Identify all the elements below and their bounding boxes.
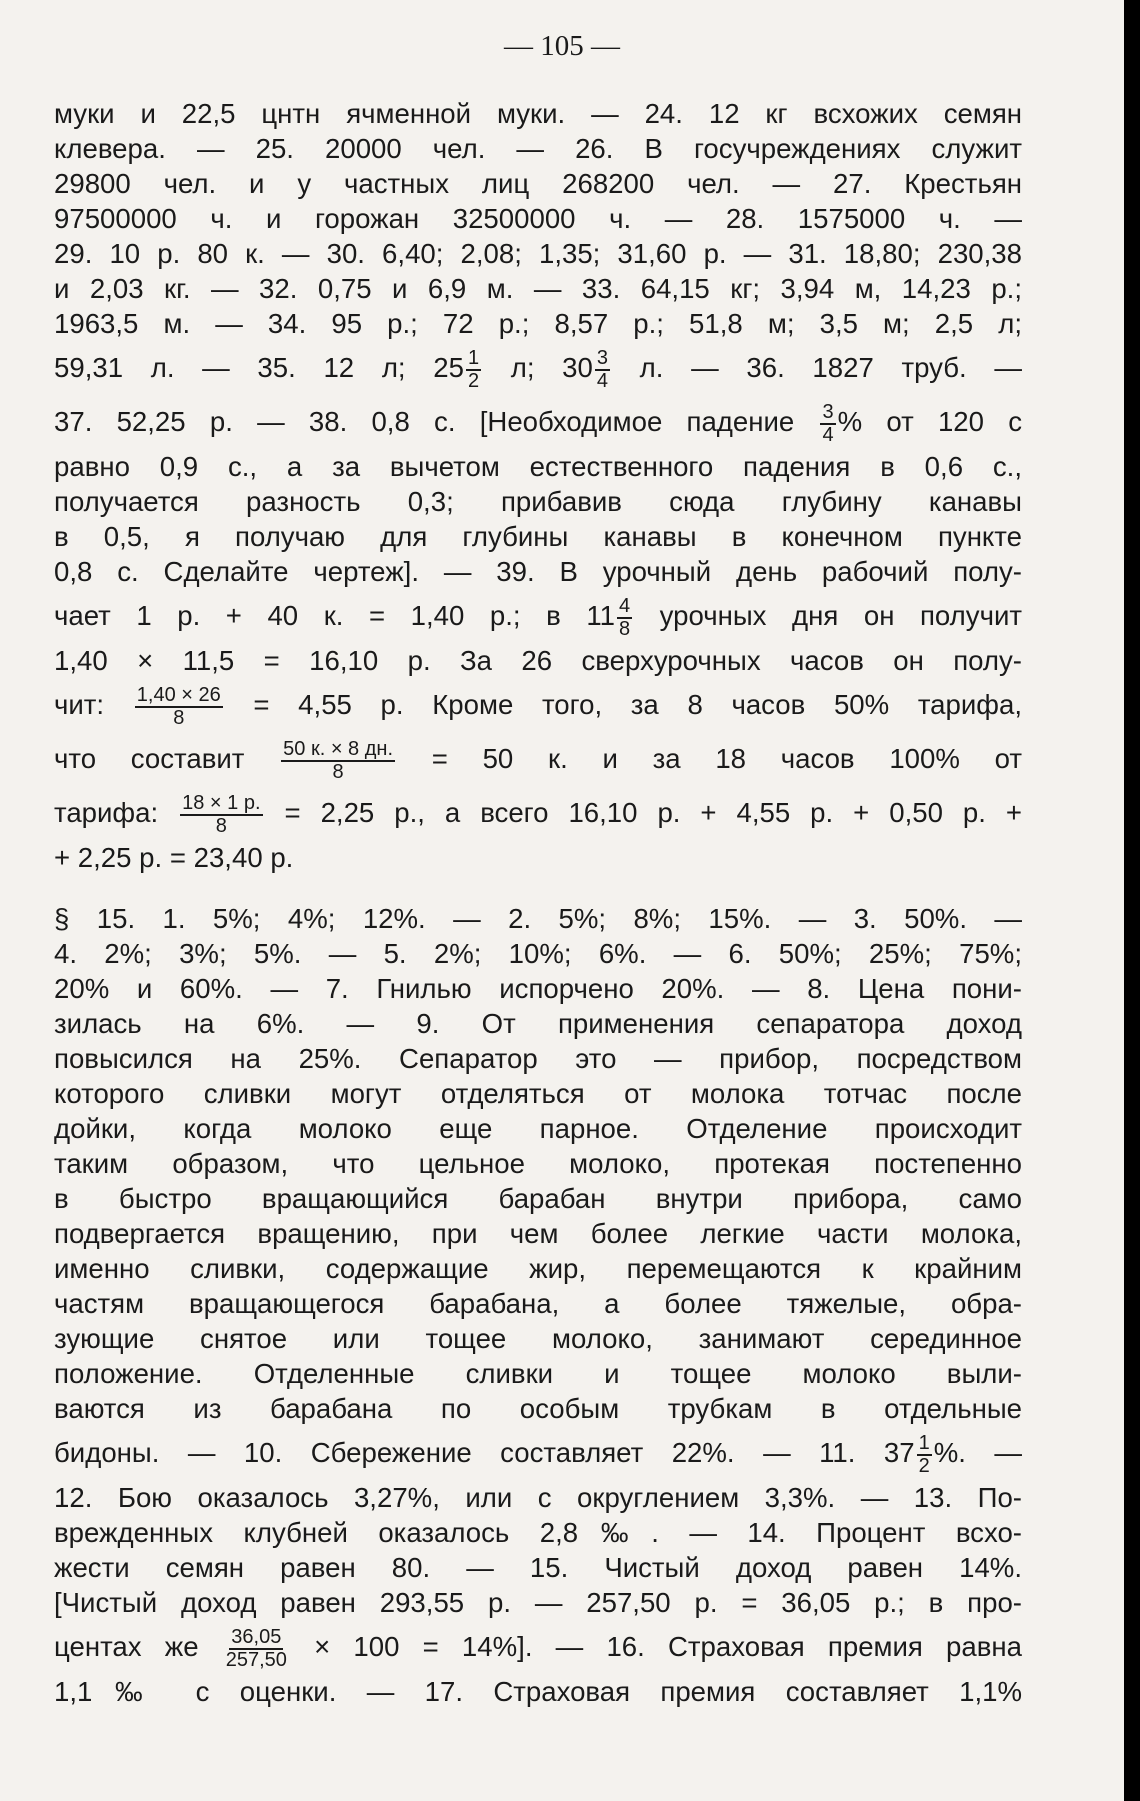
fraction-denominator: 4 [596, 369, 609, 392]
fraction-numerator: 1 [467, 346, 480, 369]
text-line: § 15. 1. 5%; 4%; 12%. — 2. 5%; 8%; 15%. — 3. 50%. — [54, 903, 1022, 934]
text-line: зующие снятое или тощее молоко, занимают серединное [54, 1323, 1022, 1354]
text-line: именно сливки, содержащие жир, перемещаются к крайним [54, 1253, 1022, 1284]
fraction-denominator: 4 [822, 423, 834, 446]
text-line: ваются из барабана по особым трубкам в отдельные [54, 1393, 1022, 1424]
text-line [54, 732, 1022, 786]
text-line: равно 0,9 с., а за вычетом естественного падения в 0,6 с., [54, 451, 1022, 482]
text-line: повысился на 25%. Сепаратор это — прибор, посредством [54, 1043, 1022, 1074]
text-line: 97500000 ч. и горожан 32500000 ч. — 28. 1575000 ч. — [54, 203, 1022, 234]
line-segment: = 4,55 р. Кроме того, за 8 часов 50% тарифа, [224, 689, 1022, 720]
fraction [135, 685, 223, 729]
text-line [54, 786, 1022, 840]
fraction-denominator: 8 [215, 814, 227, 837]
fraction-denominator: 8 [173, 706, 185, 729]
text-line: 29800 чел. и у частных лиц 268200 чел. — 27. Крестьян [54, 168, 1022, 199]
fraction-numerator: 50 к. × 8 дн. [283, 737, 394, 760]
page-number: — 105 — [504, 30, 620, 62]
text-line: подвергается вращению, при чем более легкие части молока, [54, 1218, 1022, 1249]
text-line: + 2,25 р. = 23,40 р. [54, 842, 294, 873]
line-segment: = 2,25 р., а всего 16,10 р. + 4,55 р. + 0,50 р. + [264, 797, 1022, 828]
text-line: 29. 10 р. 80 к. — 30. 6,40; 2,08; 1,35; 31,60 р. — 31. 18,80; 230,38 [54, 238, 1022, 269]
page-text [54, 96, 1022, 1709]
line-segment: тарифа: [54, 797, 179, 828]
line-segment: 37. 52,25 р. — 38. 0,8 с. [Необходимое падение [54, 406, 819, 437]
text-line: и 2,03 кг. — 32. 0,75 и 6,9 м. — 33. 64,15 кг; 3,94 м, 14,23 р.; [54, 273, 1022, 304]
text-line [54, 341, 1022, 395]
line-segment: чает 1 р. + 40 к. = 1,40 р.; в 11 [54, 600, 615, 631]
text-line: [Чистый доход равен 293,55 р. — 257,50 р. = 36,05 р.; в про- [54, 1587, 1022, 1618]
fraction-numerator: 3 [822, 400, 834, 423]
text-line: дойки, когда молоко еще парное. Отделение происходит [54, 1113, 1022, 1144]
text-line: получается разность 0,3; прибавив сюда глубину канавы [54, 486, 1022, 517]
fraction [224, 1627, 289, 1671]
text-line [54, 589, 1022, 643]
text-line [54, 678, 1022, 732]
text-line: 20% и 60%. — 7. Гнилью испорчено 20%. — 8. Цена пони- [54, 973, 1022, 1004]
text-line: 4. 2%; 3%; 5%. — 5. 2%; 10%; 6%. — 6. 50%; 25%; 75%; [54, 938, 1022, 969]
fraction [281, 739, 395, 783]
fraction [595, 348, 610, 392]
line-segment: бидоны. — 10. Сбережение составляет 22%. — 11. 37 [54, 1437, 915, 1468]
text-line: частям вращающегося барабана, а более тяжелые, обра- [54, 1288, 1022, 1319]
text-line: 0,8 с. Сделайте чертеж]. — 39. В урочный день рабочий полу- [54, 556, 1022, 587]
text-line: в 0,5, я получаю для глубины канавы в конечном пункте [54, 521, 1022, 552]
fraction [917, 1433, 932, 1477]
text-line: 12. Бою оказалось 3,27%, или с округлением 3,3%. — 13. По- [54, 1482, 1022, 1513]
line-segment: л; 30 [483, 352, 593, 383]
line-segment: × 100 = 14%]. — 16. Страховая премия равна [290, 1631, 1022, 1662]
fraction [820, 402, 835, 446]
fraction-denominator: 2 [467, 369, 480, 392]
text-line: клевера. — 25. 20000 чел. — 26. В госучреждениях служит [54, 133, 1022, 164]
fraction [617, 596, 632, 640]
text-line: которого сливки могут отделяться от молока тотчас после [54, 1078, 1022, 1109]
text-line: в быстро вращающийся барабан внутри прибора, само [54, 1183, 1022, 1214]
line-segment: что составит [54, 743, 280, 774]
fraction-denominator: 257,50 [225, 1648, 287, 1671]
fraction [466, 348, 481, 392]
line-segment: центах же [54, 1631, 222, 1662]
text-line [54, 1620, 1022, 1674]
line-segment: чит: [54, 689, 133, 720]
fraction [180, 793, 262, 837]
fraction-numerator: 1,40 × 26 [136, 683, 221, 706]
fraction-denominator: 8 [618, 617, 631, 640]
fraction-denominator: 2 [918, 1454, 930, 1477]
text-line: 1,40 × 11,5 = 16,10 р. За 26 сверхурочных часов он полу- [54, 645, 1022, 676]
fraction-denominator: 8 [332, 760, 344, 783]
fraction-numerator: 18 × 1 р. [182, 791, 261, 814]
text-line: 1,1‰ с оценки. — 17. Страховая премия составляет 1,1% [54, 1676, 1022, 1707]
line-segment: 59,31 л. — 35. 12 л; 25 [54, 352, 464, 383]
text-line: зилась на 6%. — 9. От применения сепаратора доход [54, 1008, 1022, 1039]
text-line: положение. Отделенные сливки и тощее молоко выли- [54, 1358, 1022, 1389]
text-line: жести семян равен 80. — 15. Чистый доход равен 14%. [54, 1552, 1022, 1583]
text-line [54, 395, 1022, 449]
line-segment: = 50 к. и за 18 часов 100% от [397, 743, 1023, 774]
text-line: врежденных клубней оказалось 2,8‰. — 14. Процент всхо- [54, 1517, 1022, 1548]
line-segment: %. — [933, 1437, 1022, 1468]
fraction-numerator: 3 [596, 346, 609, 369]
line-segment: урочных дня он получит [634, 600, 1022, 631]
text-line: 1963,5 м. — 34. 95 р.; 72 р.; 8,57 р.; 51,8 м; 3,5 м; 2,5 л; [54, 308, 1022, 339]
fraction-numerator: 4 [618, 594, 631, 617]
line-segment: л. — 36. 1827 труб. — [612, 352, 1022, 383]
text-line: таким образом, что цельное молоко, протекая постепенно [54, 1148, 1022, 1179]
fraction-numerator: 1 [918, 1431, 930, 1454]
text-line: муки и 22,5 цнтн ячменной муки. — 24. 12 кг всхожих семян [54, 98, 1022, 129]
line-segment: % от 120 с [837, 406, 1022, 437]
fraction-numerator: 36,05 [231, 1625, 282, 1648]
text-line [54, 1426, 1022, 1480]
